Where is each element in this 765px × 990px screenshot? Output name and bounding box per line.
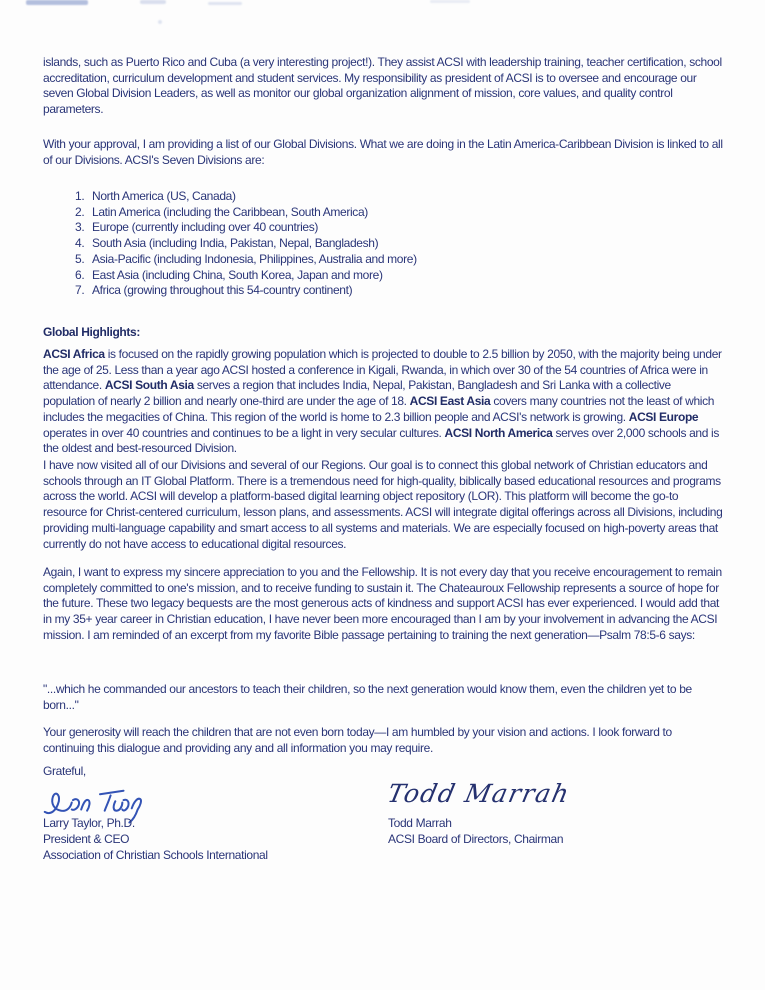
- bold-acsi-europe: ACSI Europe: [628, 409, 699, 424]
- list-item: 1. North America (US, Canada): [75, 189, 236, 203]
- paragraph-appreciation: Again, I want to express my sincere appreciation to you and the Fellowship. It is not every day that you receive encouragement to remain completely committed to one's mission, and to receive funding to sustain it. The Chateauroux Fellowship represents a source of hope for the future. These two legacy bequests are the most generous acts of kindness and support ACSI has ever experienced. I would add that in my 35+ year career in Christian education, I have never been more encouraged than I am by your involvement in advancing the ACSI mission. I am reminded of an excerpt from my favorite Bible passage pertaining to training the next generation—Psalm 78:5-6 says:: [43, 565, 722, 642]
- bold-acsi-south-asia: ACSI South Asia: [104, 378, 194, 393]
- scan-artifact: [430, 0, 470, 3]
- paragraph-generosity: Your generosity will reach the children that are not even born today—I am humbled by your vision and actions. I look forward to continuing this dialogue and providing any and all information you may require.: [43, 725, 672, 755]
- paragraph-global-highlights: ACSI Africa is focused on the rapidly growing population which is projected to double to 2.5 billion by 2050, with the majority being under the age of 25. Less than a year ago ACSI hosted a conference in Kigali, Rwanda, in which over 30 of the 54 countries of Africa were in attendance. ACSI South Asia serves a region that includes India, Nepal, Pakistan, Bangladesh and Sri Lanka with a collective population of nearly 2 billion and nearly one-third are under the age of 18. ACSI East Asia covers many countries not the least of which includes the megacities of China. This region of the world is home to 2.3 billion people and ACSI's network is growing. ACSI Europe operates in over 40 countries and continues to be a light in very secular cultures. ACSI North America serves over 2,000 schools and is the oldest and best-resourced Division.: [43, 347, 722, 456]
- scan-artifact: [158, 20, 162, 24]
- bold-acsi-east-asia: ACSI East Asia: [409, 394, 491, 409]
- list-item: 3. Europe (currently including over 40 countries): [75, 220, 319, 235]
- bold-acsi-africa: ACSI Africa: [43, 347, 105, 361]
- paragraph-islands: islands, such as Puerto Rico and Cuba (a very interesting project!). They assist ACSI with leadership training, teacher certification, school accreditation, curriculum development and student services. My responsibility as president of ACSI is to oversee and encourage our seven Global Division Leaders, as well as monitor our global organization alignment of mission, core values, and quality control parameters.: [43, 55, 722, 117]
- bold-acsi-north-america: ACSI North America: [444, 425, 553, 440]
- scan-artifact: [26, 0, 88, 5]
- bible-quote: "...which he commanded our ancestors to teach their children, so the next generation would know them, even the children yet to be born...": [43, 682, 692, 712]
- list-item: 2. Latin America (including the Caribbean, South America): [75, 204, 368, 219]
- section-heading-global-highlights: Global Highlights:: [43, 325, 141, 339]
- paragraph-it-platform: I have now visited all of our Divisions and several of our Regions. Our goal is to connect this global network of Christian educators and schools through an IT Global Platform. There is a tremendous need for high-quality, biblically based educational resources and programs across the world. ACSI will develop a platform-based digital learning object repository (LOR). This platform will become the go-to resource for Christ-centered curriculum, lesson plans, and assessments. ACSI will integrate digital offerings across all Divisions, including providing multi-language capability and smart access to all systems and materials. We are especially focused on high-poverty areas that currently do not have access to educational digital resources.: [43, 458, 723, 551]
- divisions-list: [43, 189, 725, 299]
- list-item: 4. South Asia (including India, Pakistan, Nepal, Bangladesh): [75, 236, 379, 251]
- todd-marrah-signature: Todd Marrah: [385, 779, 573, 808]
- signer-title: President & CEO: [43, 831, 130, 846]
- closing-grateful: Grateful,: [43, 764, 86, 778]
- paragraph-approval: With your approval, I am providing a list of our Global Divisions. What we are doing in the Latin America-Caribbean Division is linked to all of our Divisions. ACSI's Seven Divisions are:: [43, 137, 723, 167]
- scan-artifact: [140, 0, 166, 4]
- signer-title: ACSI Board of Directors, Chairman: [388, 831, 564, 846]
- signer-org: Association of Christian Schools International: [43, 847, 268, 862]
- signature-block-right: [388, 816, 718, 848]
- signer-name: Larry Taylor, Ph.D.: [43, 816, 135, 830]
- list-item: 5. Asia-Pacific (including Indonesia, Philippines, Australia and more): [75, 251, 417, 266]
- signer-name: Todd Marrah: [388, 816, 452, 830]
- scan-artifact: [208, 2, 242, 5]
- list-item: 7. Africa (growing throughout this 54-country continent): [75, 283, 353, 298]
- list-item: 6. East Asia (including China, South Korea, Japan and more): [75, 267, 383, 282]
